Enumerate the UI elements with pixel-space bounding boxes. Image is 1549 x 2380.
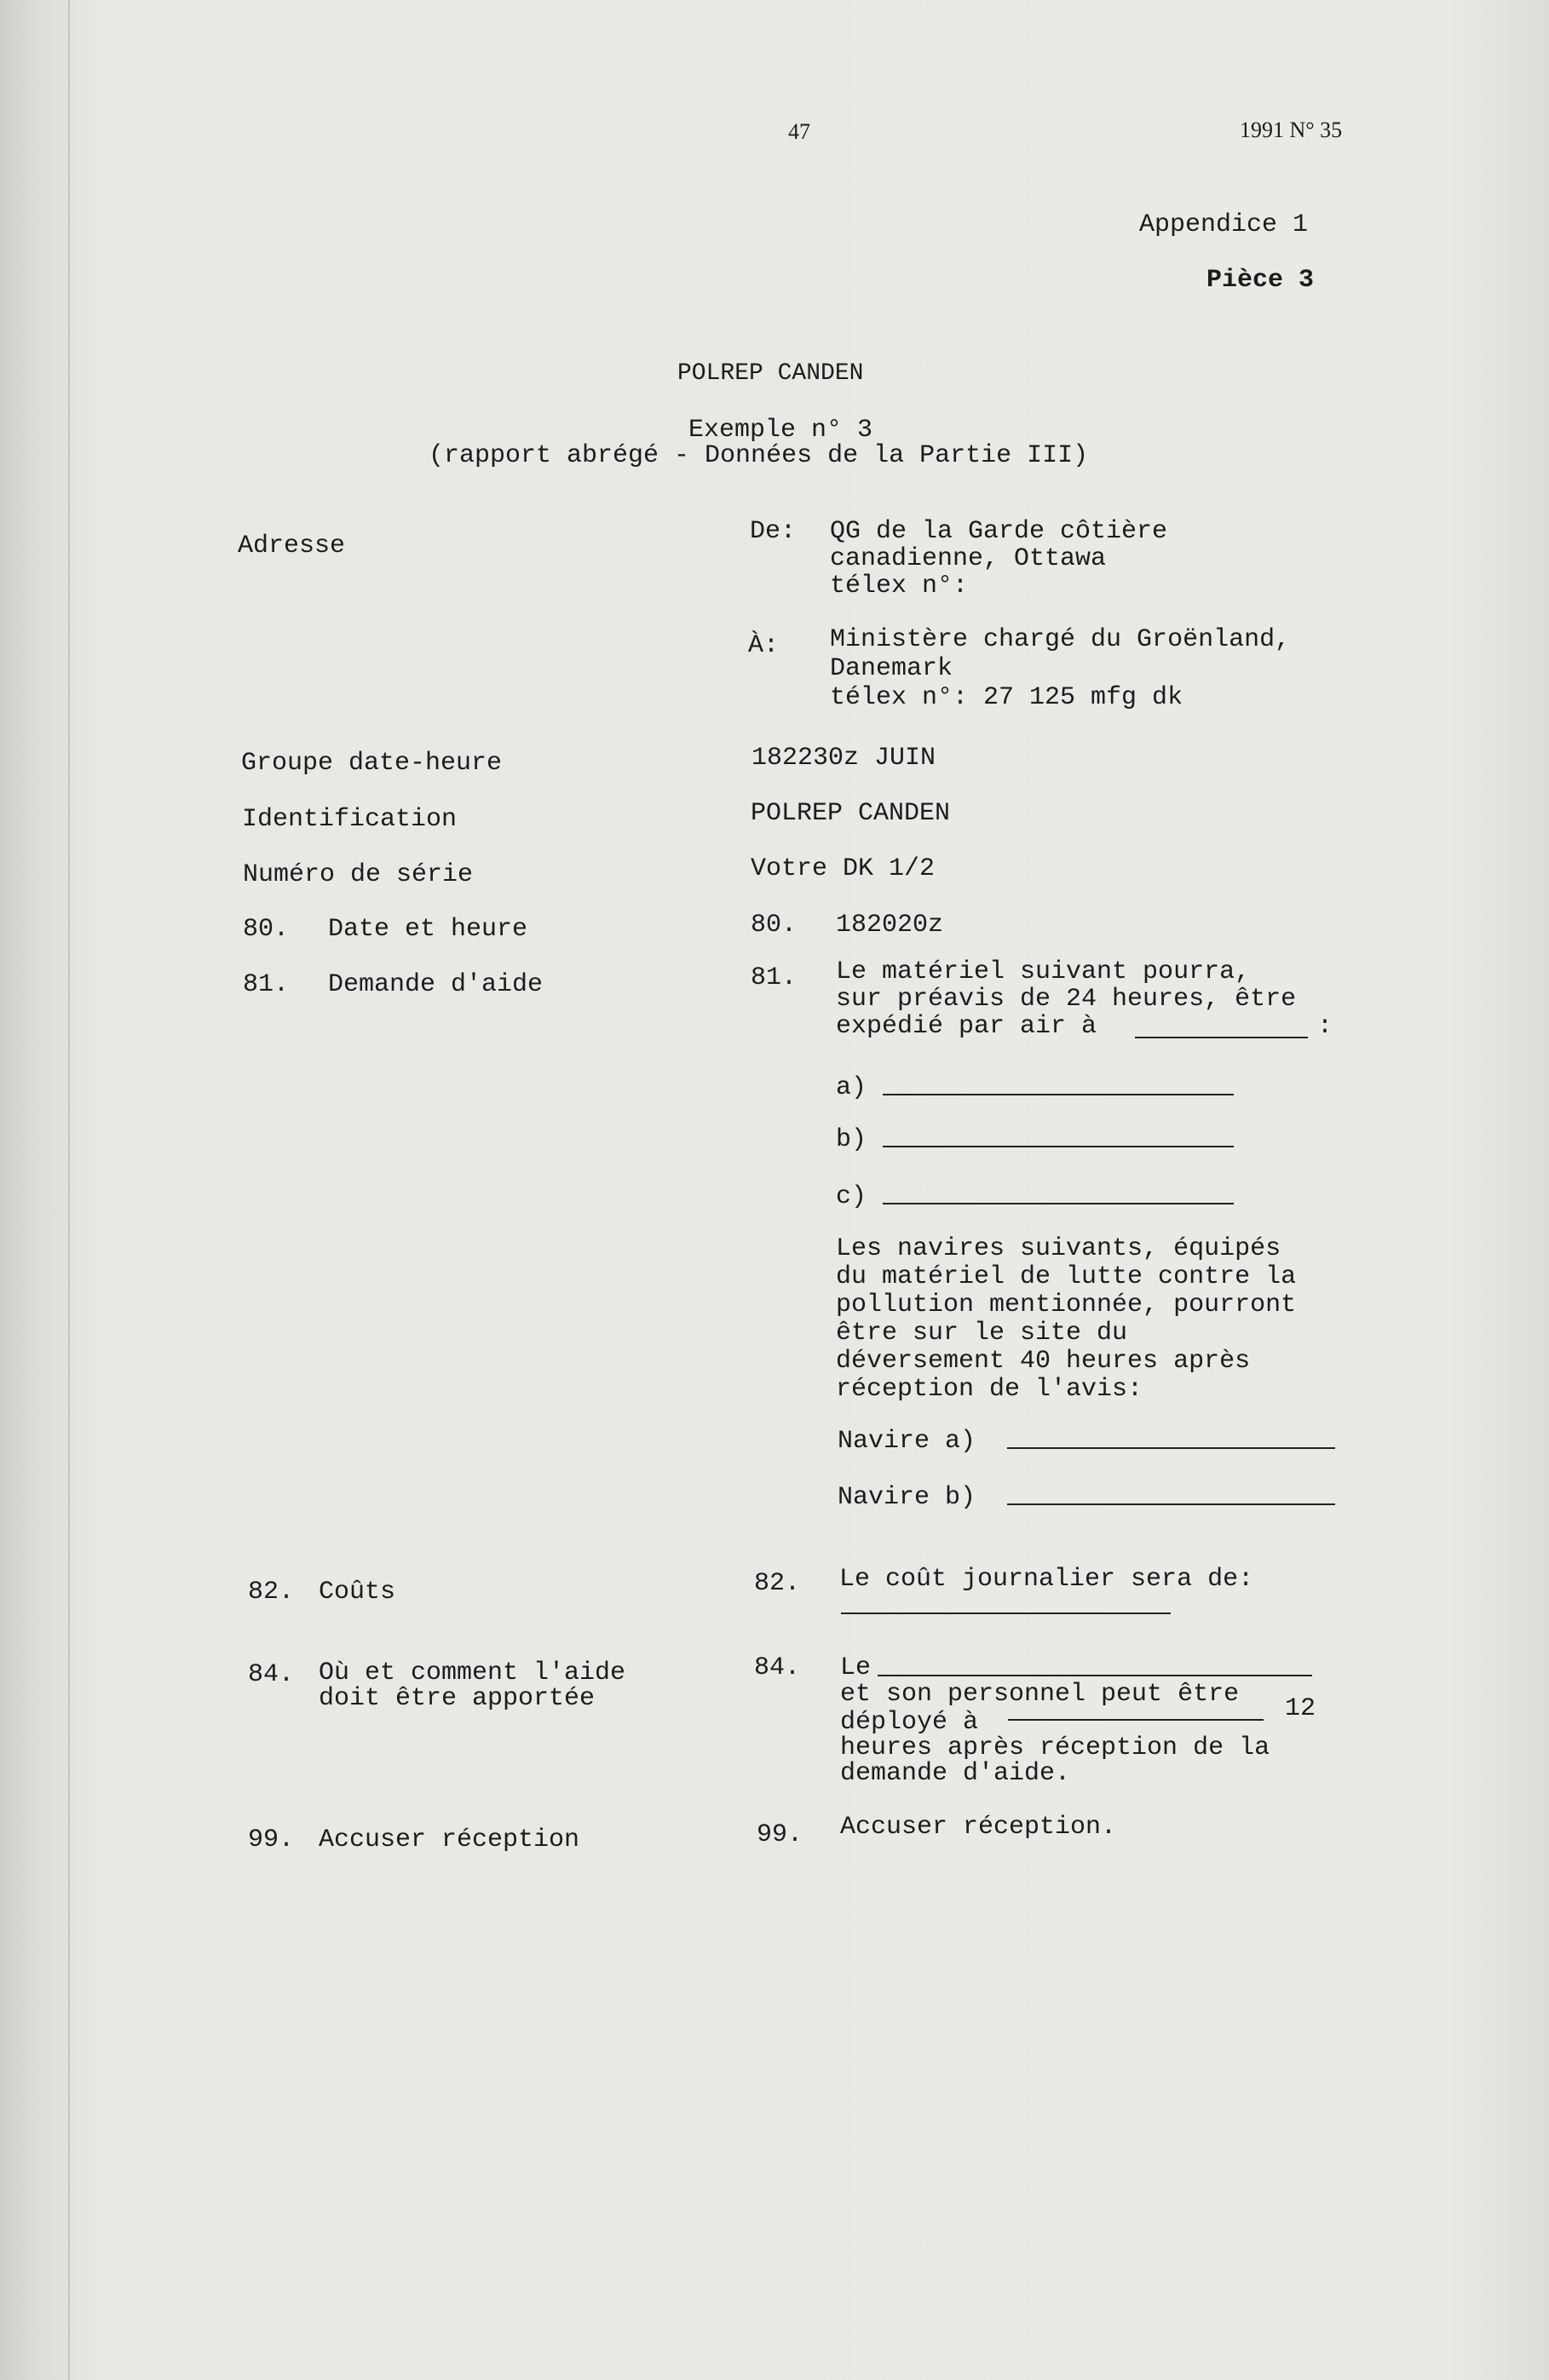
serial-number-value: Votre DK 1/2 bbox=[751, 854, 936, 883]
page-number: 47 bbox=[788, 119, 810, 144]
equipment-blank-a bbox=[883, 1094, 1234, 1095]
item-84-line4: heures après réception de la bbox=[840, 1733, 1270, 1762]
equipment-blank-c bbox=[883, 1203, 1234, 1204]
item-80-value-number: 80. bbox=[751, 911, 798, 940]
item-84-line5: demande d'aide. bbox=[840, 1759, 1071, 1788]
from-line2: canadienne, Ottawa bbox=[830, 544, 1107, 573]
ships-text-line5: déversement 40 heures après bbox=[836, 1347, 1251, 1376]
equipment-blank-b bbox=[883, 1146, 1234, 1147]
destination-colon: : bbox=[1317, 1012, 1333, 1041]
item-84-label-line1: Où et comment l'aide bbox=[319, 1659, 626, 1687]
ships-text-line4: être sur le site du bbox=[836, 1319, 1128, 1348]
daily-cost-blank bbox=[841, 1613, 1171, 1614]
page-binding-edge bbox=[68, 0, 70, 2380]
item-84-line3: déployé à bbox=[840, 1708, 979, 1737]
label-adresse: Adresse bbox=[238, 532, 346, 561]
item-81-line1: Le matériel suivant pourra, bbox=[836, 957, 1251, 986]
label-identification: Identification bbox=[242, 805, 458, 834]
item-82-number: 82. bbox=[248, 1578, 295, 1607]
equipment-item-c: c) bbox=[836, 1182, 867, 1211]
item-81-line2: sur préavis de 24 heures, être bbox=[836, 985, 1297, 1014]
item-81-value-number: 81. bbox=[751, 963, 798, 992]
item-81-line3: expédié par air à bbox=[836, 1012, 1097, 1041]
item-80-value: 182020z bbox=[836, 911, 944, 940]
from-line1: QG de la Garde côtière bbox=[830, 517, 1168, 546]
item-99-value-number: 99. bbox=[757, 1820, 803, 1849]
appendix-label: Appendice 1 bbox=[1139, 210, 1309, 239]
to-telex: télex n°: 27 125 mfg dk bbox=[830, 683, 1183, 712]
issue-number: 1991 N° 35 bbox=[1240, 118, 1343, 142]
label-numero-serie: Numéro de série bbox=[243, 860, 474, 889]
ship-b-blank bbox=[1007, 1503, 1335, 1505]
ships-text-line6: réception de l'avis: bbox=[836, 1375, 1143, 1404]
from-telex: télex n°: bbox=[830, 572, 969, 601]
daily-cost-text: Le coût journalier sera de: bbox=[839, 1565, 1254, 1594]
report-subtitle: (rapport abrégé - Données de la Partie III) bbox=[429, 441, 1089, 470]
item-84-line1: Le bbox=[840, 1653, 872, 1682]
ships-text-line1: Les navires suivants, équipés bbox=[836, 1234, 1281, 1263]
item-80-label: Date et heure bbox=[328, 915, 528, 944]
item-84-line2: et son personnel peut être bbox=[840, 1680, 1240, 1709]
to-line2: Danemark bbox=[830, 654, 953, 683]
example-number: Exemple n° 3 bbox=[688, 416, 873, 445]
item-84-value-number: 84. bbox=[754, 1653, 801, 1682]
ship-a-blank bbox=[1007, 1447, 1335, 1449]
piece-label: Pièce 3 bbox=[1206, 266, 1315, 295]
item-84-hours: 12 bbox=[1285, 1694, 1316, 1723]
ship-a-label: Navire a) bbox=[838, 1427, 976, 1456]
item-82-value-number: 82. bbox=[754, 1569, 801, 1598]
equipment-item-a: a) bbox=[836, 1073, 867, 1102]
label-groupe-date-heure: Groupe date-heure bbox=[241, 749, 503, 778]
ships-text-line3: pollution mentionnée, pourront bbox=[836, 1291, 1297, 1319]
item-80-number: 80. bbox=[243, 915, 290, 944]
item-84-label-line2: doit être apportée bbox=[319, 1684, 596, 1713]
ship-b-label: Navire b) bbox=[838, 1483, 976, 1512]
item-81-number: 81. bbox=[243, 970, 290, 999]
item-99-label: Accuser réception bbox=[319, 1825, 580, 1854]
identification-value: POLREP CANDEN bbox=[751, 799, 951, 828]
to-line1: Ministère chargé du Groënland, bbox=[830, 625, 1291, 654]
item-81-label: Demande d'aide bbox=[328, 970, 544, 999]
equipment-name-blank bbox=[878, 1675, 1312, 1676]
equipment-item-b: b) bbox=[836, 1125, 867, 1154]
from-label: De: bbox=[750, 517, 797, 546]
item-99-number: 99. bbox=[248, 1825, 295, 1854]
item-84-number: 84. bbox=[248, 1660, 295, 1689]
ships-text-line2: du matériel de lutte contre la bbox=[836, 1262, 1297, 1291]
date-time-group-value: 182230z JUIN bbox=[751, 744, 936, 773]
document-title: POLREP CANDEN bbox=[677, 360, 864, 387]
to-label: À: bbox=[748, 631, 780, 660]
item-82-label: Coûts bbox=[319, 1578, 396, 1607]
destination-blank bbox=[1135, 1037, 1308, 1038]
acknowledge-text: Accuser réception. bbox=[840, 1813, 1117, 1842]
deployment-location-blank bbox=[1008, 1719, 1264, 1721]
